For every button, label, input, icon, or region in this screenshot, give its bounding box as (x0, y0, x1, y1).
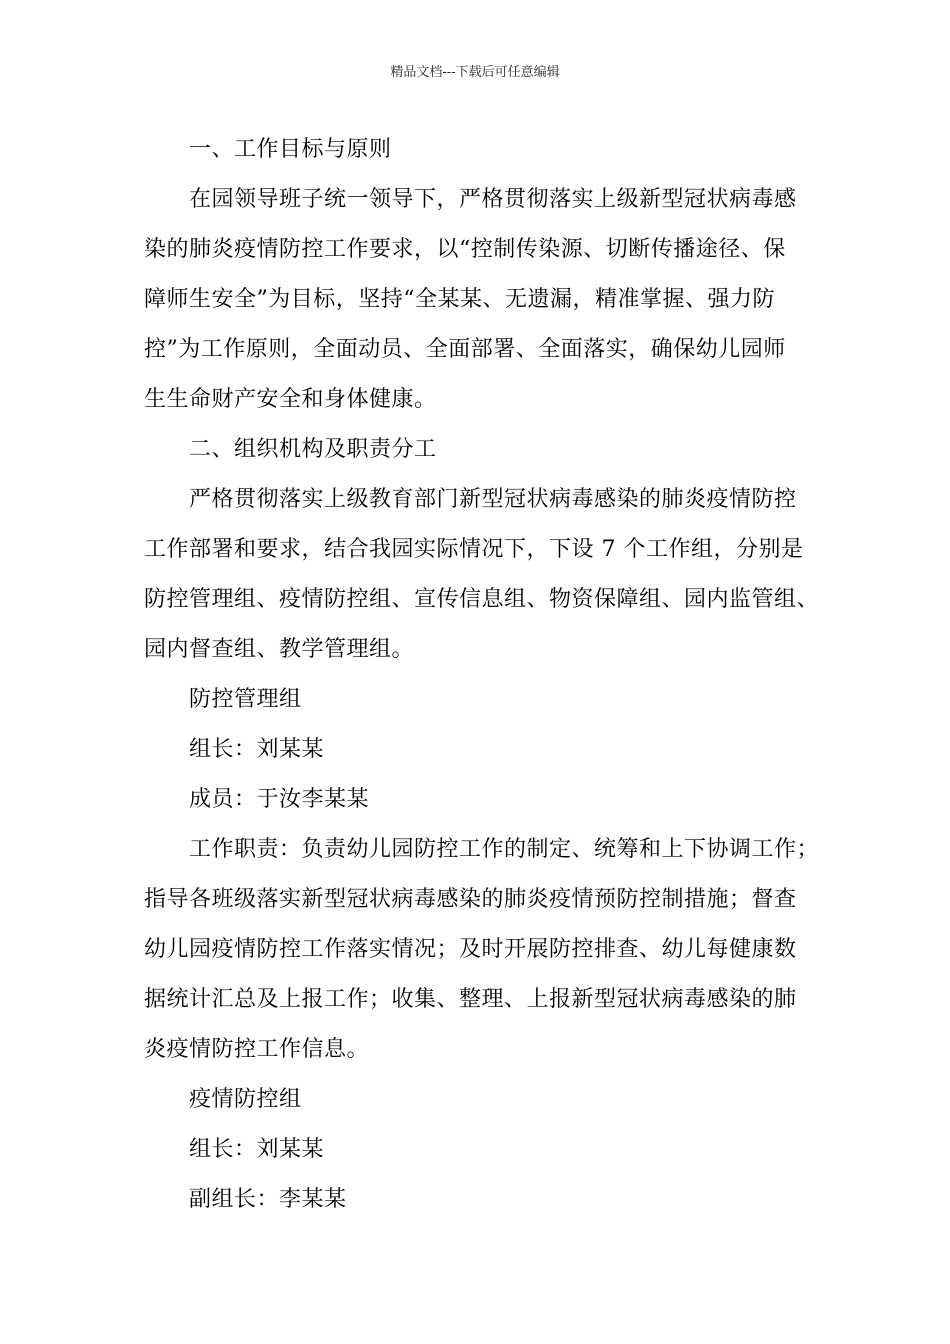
paragraph-line: 严格贯彻落实上级教育部门新型冠状病毒感染的肺炎疫情防控 (189, 487, 797, 512)
paragraph-line: 幼儿园疫情防控工作落实情况；及时开展防控排查、幼儿每健康数 (144, 937, 797, 962)
paragraph-line: 生生命财产安全和身体健康。 (144, 387, 437, 412)
paragraph-line: 工作职责：负责幼儿园防控工作的制定、统筹和上下协调工作； (189, 837, 820, 862)
paragraph-line: 指导各班级落实新型冠状病毒感染的肺炎疫情预防控制措施；督查 (144, 887, 797, 912)
paragraph-line: 炎疫情防控工作信息。 (144, 1037, 370, 1062)
group-leader: 组长：刘某某 (189, 737, 325, 762)
group-leader: 组长：刘某某 (189, 1137, 325, 1162)
page-header: 精品文档---下载后可任意编辑 (390, 65, 560, 80)
group-heading-management: 防控管理组 (189, 687, 302, 712)
group-members: 成员：于汝李某某 (189, 787, 370, 812)
group-heading-epidemic-control: 疫情防控组 (189, 1087, 302, 1112)
document-body (144, 125, 824, 1225)
section-heading-organization: 二、组织机构及职责分工 (189, 437, 437, 462)
paragraph-line: 据统计汇总及上报工作；收集、整理、上报新型冠状病毒感染的肺 (144, 987, 797, 1012)
paragraph-line: 障师生安全”为目标，坚持“全某某、无遗漏，精准掌握、强力防 (144, 287, 775, 312)
paragraph-line: 控”为工作原则，全面动员、全面部署、全面落实，确保幼儿园师 (144, 337, 786, 362)
paragraph-line: 在园领导班子统一领导下，严格贯彻落实上级新型冠状病毒感 (189, 187, 797, 212)
section-heading-goals: 一、工作目标与原则 (189, 137, 392, 162)
paragraph-line: 园内督查组、教学管理组。 (144, 637, 415, 662)
group-deputy-leader: 副组长：李某某 (189, 1187, 347, 1212)
paragraph-line: 染的肺炎疫情防控工作要求，以“控制传染源、切断传播途径、保 (144, 237, 786, 262)
paragraph-line: 防控管理组、疫情防控组、宣传信息组、物资保障组、园内监管组、 (144, 587, 820, 612)
paragraph-line: 工作部署和要求，结合我园实际情况下，下设 7 个工作组，分别是 (144, 537, 804, 562)
